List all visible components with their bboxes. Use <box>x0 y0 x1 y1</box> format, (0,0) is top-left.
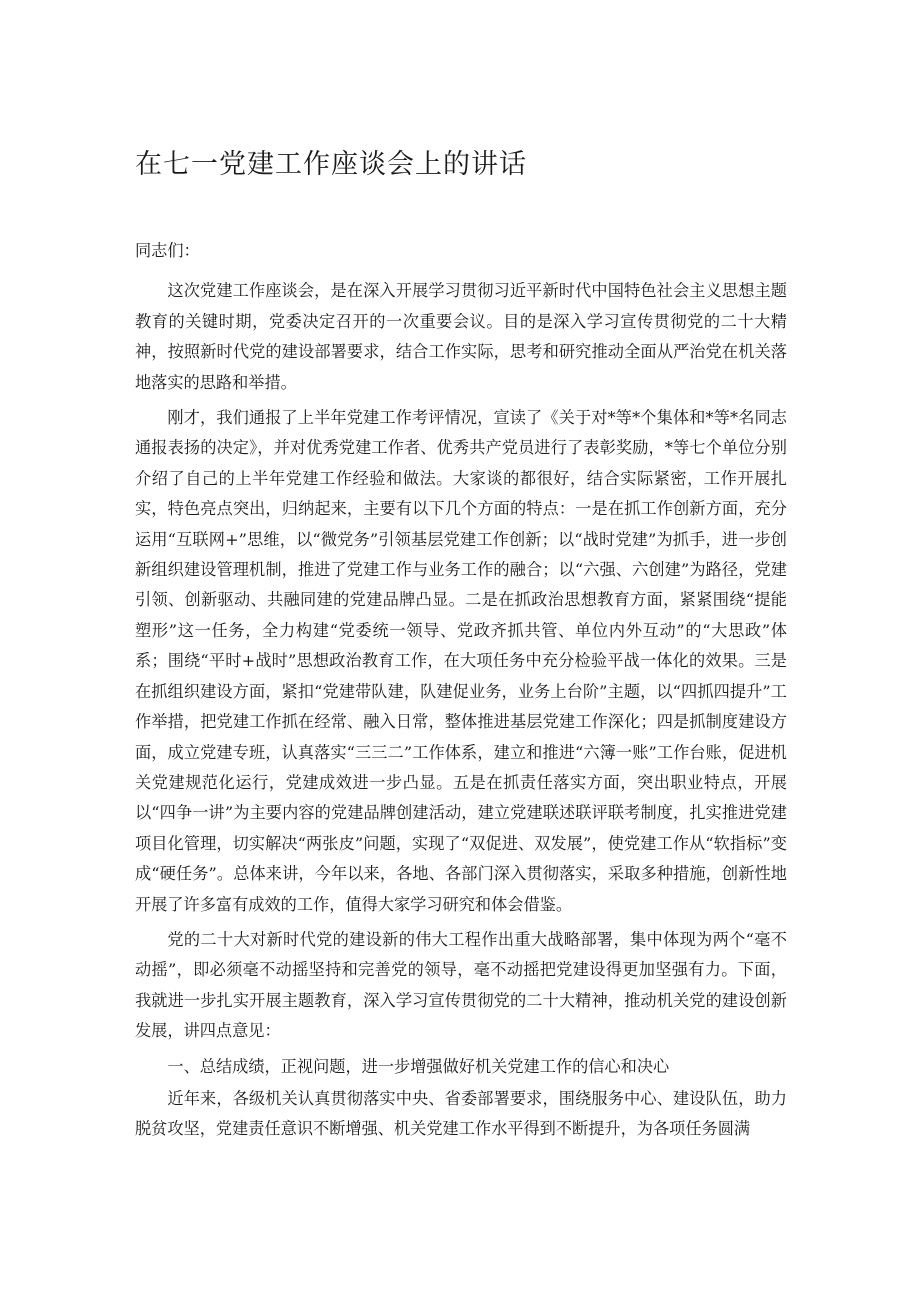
paragraph-section-one: 近年来，各级机关认真贯彻落实中央、省委部署要求，围绕服务中心、建设队伍，助力脱贫攻坚，党建责任意识不断增强、机关党建工作水平得到不断提升，为各项任务圆满 <box>135 1088 787 1139</box>
paragraph-intro: 这次党建工作座谈会，是在深入开展学习贯彻习近平新时代中国特色社会主义思想主题教育的关键时期，党委决定召开的一次重要会议。目的是深入学习宣传贯彻党的二十大精神，按照新时代党的建设部署要求，结合工作实际，思考和研究推动全面从严治党在机关落地落实的思路和举措。 <box>135 281 787 392</box>
document-title: 在七一党建工作座谈会上的讲话 <box>135 149 527 180</box>
paragraph-achievements: 刚才，我们通报了上半年党建工作考评情况，宣读了《关于对*等*个集体和*等*名同志通报表扬的决定》，并对优秀党建工作者、优秀共产党员进行了表彰奖励，*等七个单位分别介绍了自己的上半年党建工作经验和做法。大家谈的都很好，结合实际紧密，工作开展扎实，特色亮点突出，归纳起来，主要有以下几个方面的特点：一是在抓工作创新方面，充分运用“互联网+”思维，以“微党务”引领基层党建工作创新；以“战时党建”为抓手，进一步创新组织建设管理机制，推进了党建工作与业务工作的融合；以“六强、六创建”为路径，党建引领、创新驱动、共融同建的党建品牌凸显。二是在抓政治思想教育方面，紧紧围绕“提能塑形”这一任务，全力构建“党委统一领导、党政齐抓共管、单位内外互动”的“大思政”体系；围绕“平时+战时”思想政治教育工作，在大项任务中充分检验平战一体化的效果。三是在抓组织建设方面，紧扣“党建带队建，队建促业务，业务上台阶”主题，以“四抓四提升”工作举措，把党建工作抓在经常、融入日常，整体推进基层党建工作深化；四是抓制度建设方面，成立党建专班，认真落实“三三二”工作体系，建立和推进“六簿一账”工作台账，促进机关党建规范化运行，党建成效进一步凸显。五是在抓责任落实方面，突出职业特点，开展以“四争一讲”为主要内容的党建品牌创建活动，建立党建联述联评联考制度，扎实推进党建项目化管理，切实解决“两张皮”问题，实现了“双促进、双发展”，使党建工作从“软指标”变成“硬任务”。总体来讲，今年以来，各地、各部门深入贯彻落实，采取多种措施，创新性地开展了许多富有成效的工作，值得大家学习研究和体会借鉴。 <box>135 408 787 914</box>
document-body <box>135 236 787 1150</box>
paragraph-strategy: 党的二十大对新时代党的建设新的伟大工程作出重大战略部署，集中体现为两个“毫不动摇”，即必须毫不动摇坚持和完善党的领导，毫不动摇把党建设得更加坚强有力。下面，我就进一步扎实开展主题教育，深入学习宣传贯彻党的二十大精神，推动机关党的建设创新发展，讲四点意见： <box>135 929 787 1041</box>
salutation: 同志们： <box>135 241 200 260</box>
section-heading: 一、总结成绩，正视问题，进一步增强做好机关党建工作的信心和决心 <box>167 1056 670 1076</box>
